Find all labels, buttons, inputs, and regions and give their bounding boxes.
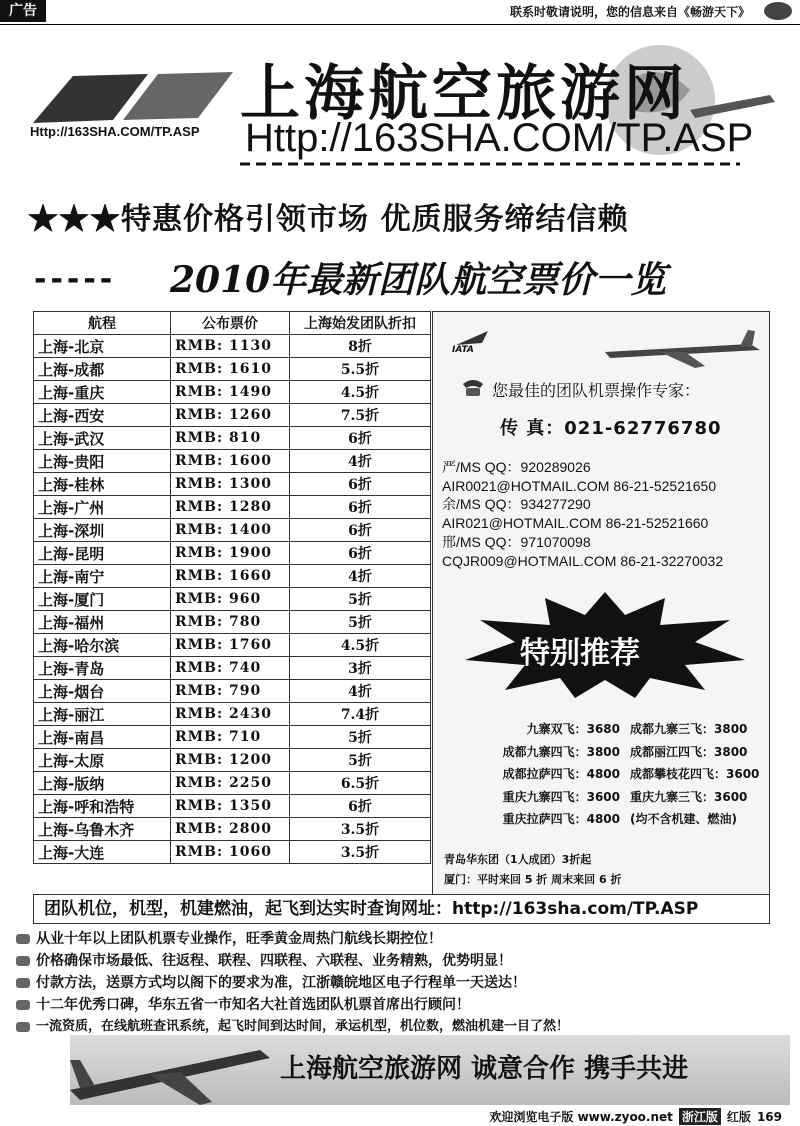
discount-cell: 3.5折 <box>290 841 431 864</box>
recommendation-item: 重庆拉萨四飞：4800 <box>502 812 620 826</box>
table-row <box>34 496 431 519</box>
route-cell: 上海-南宁 <box>34 565 171 588</box>
feature-text: 一流资质，在线航班查讯系统，起飞时间到达时间，承运机型，机位数，燃油机建一目了然！ <box>36 1019 570 1034</box>
route-cell: 上海-重庆 <box>34 381 171 404</box>
discount-cell: 7.4折 <box>290 703 431 726</box>
route-cell: 上海-成都 <box>34 358 171 381</box>
discount-cell: 4折 <box>290 680 431 703</box>
contact-line[interactable]: CQJR009@HOTMAIL.COM 86-21-32270032 <box>442 552 724 569</box>
discount-cell: 4.5折 <box>290 381 431 404</box>
discount-cell: 5.5折 <box>290 358 431 381</box>
recommendation-row <box>448 810 759 833</box>
feature-text: 付款方法，送票方式均以阁下的要求为准，江浙赣皖地区电子行程单一天送达！ <box>36 975 526 991</box>
discount-cell: 3.5折 <box>290 818 431 841</box>
discount-cell: 8折 <box>290 335 431 358</box>
price-cell: RMB: 2800 <box>171 818 290 841</box>
recommendation-list <box>448 720 759 833</box>
route-cell: 上海-武汉 <box>34 427 171 450</box>
route-cell: 上海-深圳 <box>34 519 171 542</box>
discount-cell: 5折 <box>290 749 431 772</box>
route-cell: 上海-哈尔滨 <box>34 634 171 657</box>
special-label: 特别推荐 <box>520 636 640 671</box>
column-header: 航程 <box>34 312 171 335</box>
price-cell: RMB: 710 <box>171 726 290 749</box>
table-row <box>34 818 431 841</box>
recommendation-row <box>448 743 759 766</box>
page-title: 上海航空旅游网 <box>240 59 688 129</box>
table-row <box>34 519 431 542</box>
discount-cell: 4.5折 <box>290 634 431 657</box>
price-cell: RMB: 1660 <box>171 565 290 588</box>
airplane-icon <box>600 322 765 370</box>
small-url[interactable]: Http://163SHA.COM/TP.ASP <box>30 124 200 139</box>
column-header: 公布票价 <box>171 312 290 335</box>
table-row <box>34 680 431 703</box>
top-note: 联系时敬请说明，您的信息来自《畅游天下》 <box>509 5 750 19</box>
contact-line: 邢/MS QQ：971070098 <box>442 533 591 550</box>
query-url-bar[interactable]: 团队机位，机型，机建燃油，起飞到达实时查询网址：http://163sha.com/TP.ASP <box>33 894 770 924</box>
discount-cell: 3折 <box>290 657 431 680</box>
price-cell: RMB: 1600 <box>171 450 290 473</box>
discount-cell: 6.5折 <box>290 772 431 795</box>
price-cell: RMB: 790 <box>171 680 290 703</box>
column-header: 上海始发团队折扣 <box>290 312 431 335</box>
table-row <box>34 772 431 795</box>
price-cell: RMB: 740 <box>171 657 290 680</box>
feature-item <box>16 972 796 994</box>
route-cell: 上海-广州 <box>34 496 171 519</box>
discount-cell: 5折 <box>290 611 431 634</box>
table-row <box>34 404 431 427</box>
iata-logo-icon <box>452 325 492 361</box>
contact-list <box>442 458 723 570</box>
contact-line: 余/MS QQ：934277290 <box>442 496 591 513</box>
table-row <box>34 427 431 450</box>
discount-cell: 6折 <box>290 496 431 519</box>
slogan: ★★★特惠价格引领市场 优质服务缔结信赖 <box>28 202 629 237</box>
feature-text: 价格确保市场最低、往返程、联程、四联程、六联程、业务精熟，优势明显！ <box>36 953 512 969</box>
route-cell: 上海-南昌 <box>34 726 171 749</box>
discount-cell: 6折 <box>290 795 431 818</box>
recommendation-item: (均不含机建、燃油) <box>630 812 737 826</box>
price-cell: RMB: 1490 <box>171 381 290 404</box>
note-line: 青岛华东团（1人成团）3折起 <box>444 853 592 866</box>
route-cell: 上海-呼和浩特 <box>34 795 171 818</box>
discount-cell: 5折 <box>290 726 431 749</box>
feature-item <box>16 950 796 972</box>
ad-tag: 广告 <box>0 0 46 22</box>
heading-dashes: ----- <box>34 262 117 297</box>
tour-notes <box>444 850 621 890</box>
fare-heading: 2010年最新团队航空票价一览 <box>170 259 667 301</box>
price-cell: RMB: 1350 <box>171 795 290 818</box>
route-cell: 上海-福州 <box>34 611 171 634</box>
table-row <box>34 473 431 496</box>
feature-text: 十二年优秀口碑，华东五省一市知名大社首选团队机票首席出行顾问！ <box>36 997 470 1013</box>
recommendation-item: 成都攀枝花四飞：3600 <box>630 767 760 781</box>
footer-color-edition: 红版 <box>726 1110 751 1124</box>
table-row <box>34 542 431 565</box>
price-cell: RMB: 1260 <box>171 404 290 427</box>
bullet-icon <box>16 934 30 944</box>
logo-swoosh-icon <box>28 68 238 128</box>
route-cell: 上海-北京 <box>34 335 171 358</box>
price-cell: RMB: 960 <box>171 588 290 611</box>
table-row <box>34 450 431 473</box>
route-cell: 上海-贵阳 <box>34 450 171 473</box>
jet-airplane-icon <box>60 1030 280 1106</box>
table-row <box>34 358 431 381</box>
feature-item <box>16 994 796 1016</box>
table-row <box>34 335 431 358</box>
route-cell: 上海-丽江 <box>34 703 171 726</box>
price-cell: RMB: 2250 <box>171 772 290 795</box>
route-cell: 上海-西安 <box>34 404 171 427</box>
recommendation-row <box>448 765 759 788</box>
discount-cell: 4折 <box>290 450 431 473</box>
price-cell: RMB: 810 <box>171 427 290 450</box>
recommendation-item: 成都拉萨四飞：4800 <box>502 767 620 781</box>
route-cell: 上海-桂林 <box>34 473 171 496</box>
route-cell: 上海-厦门 <box>34 588 171 611</box>
footer-edition: 浙江版 <box>679 1108 721 1125</box>
contact-line[interactable]: AIR0021@HOTMAIL.COM 86-21-52521650 <box>442 477 717 494</box>
price-cell: RMB: 1900 <box>171 542 290 565</box>
discount-cell: 6折 <box>290 427 431 450</box>
price-cell: RMB: 2430 <box>171 703 290 726</box>
page-number: 169 <box>756 1109 782 1124</box>
discount-cell: 6折 <box>290 473 431 496</box>
recommendation-item: 成都九寨三飞：3800 <box>630 722 748 736</box>
table-row <box>34 726 431 749</box>
price-cell: RMB: 780 <box>171 611 290 634</box>
phone-icon <box>460 376 486 398</box>
recommendation-row <box>448 720 759 743</box>
table-row <box>34 795 431 818</box>
feature-item <box>16 928 796 950</box>
discount-cell: 4折 <box>290 565 431 588</box>
fax-number: 传 真：021-62776780 <box>500 418 722 439</box>
table-row <box>34 657 431 680</box>
dotted-divider <box>240 160 740 168</box>
discount-cell: 6折 <box>290 542 431 565</box>
feature-list <box>16 928 796 1038</box>
magazine-logo-icon <box>764 2 792 20</box>
contact-heading: 您最佳的团队机票操作专家： <box>492 381 701 400</box>
recommendation-item: 重庆九寨四飞：3600 <box>502 789 620 804</box>
discount-cell: 5折 <box>290 588 431 611</box>
table-row <box>34 588 431 611</box>
recommendation-row <box>448 788 759 811</box>
route-cell: 上海-版纳 <box>34 772 171 795</box>
bullet-icon <box>16 956 30 966</box>
footer-site[interactable]: 欢迎浏览电子版 www.zyoo.net <box>489 1110 673 1124</box>
recommendation-item: 成都丽江四飞：3800 <box>630 744 748 759</box>
route-cell: 上海-青岛 <box>34 657 171 680</box>
table-row <box>34 841 431 864</box>
price-cell: RMB: 1060 <box>171 841 290 864</box>
route-cell: 上海-乌鲁木齐 <box>34 818 171 841</box>
route-cell: 上海-昆明 <box>34 542 171 565</box>
table-row <box>34 381 431 404</box>
iata-label: IATA <box>452 345 474 355</box>
price-cell: RMB: 1400 <box>171 519 290 542</box>
route-cell: 上海-烟台 <box>34 680 171 703</box>
bullet-icon <box>16 1000 30 1010</box>
route-cell: 上海-太原 <box>34 749 171 772</box>
recommendation-item: 重庆九寨三飞：3600 <box>630 789 748 804</box>
contact-line: 严/MS QQ：920289026 <box>442 459 591 475</box>
price-cell: RMB: 1130 <box>171 335 290 358</box>
table-row <box>34 749 431 772</box>
route-cell: 上海-大连 <box>34 841 171 864</box>
bullet-icon <box>16 978 30 988</box>
contact-line[interactable]: AIR021@HOTMAIL.COM 86-21-52521660 <box>442 515 709 532</box>
fare-table-header <box>34 312 431 335</box>
main-url[interactable]: Http://163SHA.COM/TP.ASP <box>245 116 754 160</box>
price-cell: RMB: 1200 <box>171 749 290 772</box>
fare-table <box>33 311 431 864</box>
price-cell: RMB: 1610 <box>171 358 290 381</box>
recommendation-item: 成都九寨四飞：3800 <box>502 744 620 759</box>
discount-cell: 6折 <box>290 519 431 542</box>
price-cell: RMB: 1280 <box>171 496 290 519</box>
table-row <box>34 611 431 634</box>
note-line: 厦门：平时来回 5 折 周末来回 6 折 <box>444 873 622 886</box>
discount-cell: 7.5折 <box>290 404 431 427</box>
table-row <box>34 634 431 657</box>
banner-slogan: 上海航空旅游网 诚意合作 携手共进 <box>280 1054 689 1084</box>
price-cell: RMB: 1300 <box>171 473 290 496</box>
bullet-icon <box>16 1022 30 1032</box>
table-row <box>34 703 431 726</box>
page-footer <box>489 1108 782 1125</box>
price-cell: RMB: 1760 <box>171 634 290 657</box>
feature-text: 从业十年以上团队机票专业操作，旺季黄金周热门航线长期控位！ <box>36 931 442 947</box>
recommendation-item: 九寨双飞：3680 <box>526 722 620 736</box>
table-row <box>34 565 431 588</box>
